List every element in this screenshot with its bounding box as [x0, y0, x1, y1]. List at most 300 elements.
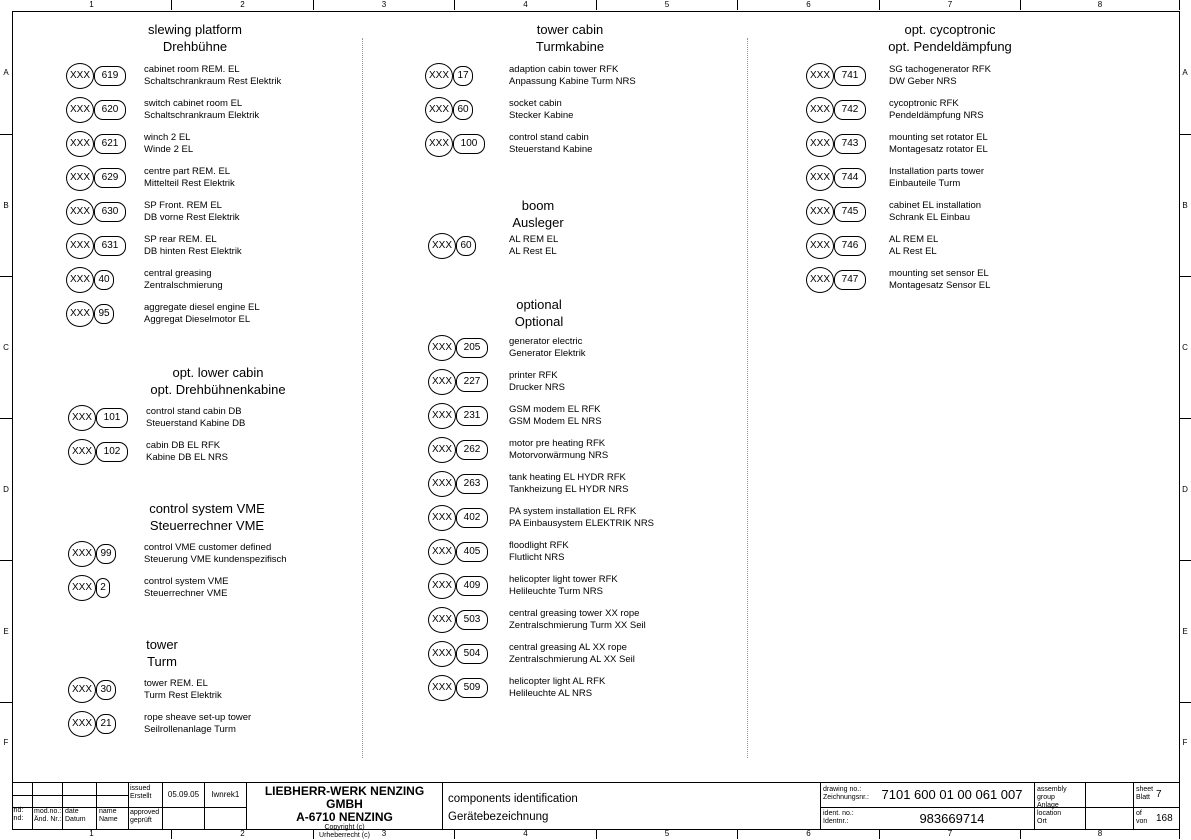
- component-label-en: tank heating EL HYDR RFK: [509, 472, 626, 483]
- component-label-de: Montagesatz rotator EL: [889, 144, 988, 155]
- assembly-label: Anlage: [1037, 802, 1059, 809]
- component-number: 60: [456, 236, 476, 256]
- component-label-de: Motorvorwärmung NRS: [509, 450, 609, 461]
- component-label: [509, 438, 608, 462]
- component-number: 620: [94, 100, 126, 120]
- component-entry: [68, 575, 388, 601]
- component-label-de: Tankheizung EL HYDR NRS: [509, 484, 629, 495]
- component-prefix: XXX: [428, 641, 456, 667]
- ruler-col: 6: [738, 829, 880, 839]
- component-number: 21: [96, 714, 116, 734]
- ruler-col: 8: [1021, 0, 1180, 10]
- location-label: Ort: [1037, 818, 1047, 825]
- component-label: [509, 472, 629, 496]
- component-label-en: SP rear REM. EL: [144, 234, 217, 245]
- ruler-row: E: [0, 561, 12, 703]
- component-number: 405: [456, 542, 488, 562]
- component-label: [144, 712, 251, 736]
- section-title-en: boom: [521, 198, 555, 213]
- ind-label: ind:: [12, 807, 24, 814]
- component-label-de: Schrank EL Einbau: [889, 212, 970, 223]
- ind-cell: [12, 807, 22, 830]
- column-ruler-top: [12, 0, 1180, 11]
- component-label-de: DB vorne Rest Elektrik: [144, 212, 240, 223]
- component-entry: [68, 541, 388, 567]
- sheet-cell: [1133, 783, 1153, 807]
- ruler-row: A: [0, 11, 12, 135]
- component-label: [144, 200, 240, 224]
- ruler-row: A: [1179, 11, 1191, 135]
- component-number: 102: [96, 442, 128, 462]
- component-number: 747: [834, 270, 866, 290]
- component-label-de: Zentralschmierung Turm XX Seil: [509, 620, 646, 631]
- copyright-label: Urheberrecht (c): [319, 832, 370, 839]
- section-title-de: Optional: [514, 314, 564, 329]
- component-label: [144, 166, 235, 190]
- component-label-de: Stecker Kabine: [509, 110, 574, 121]
- component-label-de: Anpassung Kabine Turm NRS: [509, 76, 636, 87]
- component-label: [509, 642, 635, 666]
- section-title: [419, 296, 659, 330]
- component-label-de: Einbauteile Turm: [889, 178, 961, 189]
- section-title-en: tower cabin: [536, 22, 604, 37]
- component-number: 745: [834, 202, 866, 222]
- component-number: 503: [456, 610, 488, 630]
- component-number: 630: [94, 202, 126, 222]
- component-label-en: centre part REM. EL: [144, 166, 231, 177]
- component-number: 30: [96, 680, 116, 700]
- component-label: [509, 98, 573, 122]
- ruler-col: 5: [597, 0, 738, 10]
- ruler-col: 5: [597, 829, 738, 839]
- component-label-en: cabinet EL installation: [889, 200, 982, 211]
- component-label-de: GSM Modem EL NRS: [509, 416, 602, 427]
- component-label: [889, 234, 938, 258]
- component-label: [509, 506, 654, 530]
- component-label-en: AL REM EL: [509, 234, 559, 245]
- doc-title: components identification: [448, 793, 578, 805]
- component-label-en: cabin DB EL RFK: [146, 440, 221, 451]
- component-prefix: XXX: [806, 233, 834, 259]
- component-entry: [428, 505, 748, 531]
- component-label-en: AL REM EL: [889, 234, 939, 245]
- component-number: 744: [834, 168, 866, 188]
- ruler-row: F: [3, 737, 9, 747]
- component-number: 619: [94, 66, 126, 86]
- component-number: 231: [456, 406, 488, 426]
- component-label-en: rope sheave set-up tower: [144, 712, 252, 723]
- component-label-en: adaption cabin tower RFK: [509, 64, 619, 75]
- ruler-row: B: [0, 135, 12, 277]
- component-label-de: Steuerstand Kabine DB: [146, 418, 246, 429]
- component-entry: [425, 97, 745, 123]
- component-prefix: XXX: [428, 335, 456, 361]
- section-title: [42, 636, 282, 670]
- component-label-de: Zentralschmierung: [144, 280, 223, 291]
- section-title: [418, 197, 658, 231]
- component-label-en: control system VME: [144, 576, 229, 587]
- sheet-label: Blatt: [1136, 794, 1151, 801]
- component-prefix: XXX: [428, 505, 456, 531]
- component-prefix: XXX: [428, 403, 456, 429]
- ruler-col: 2: [172, 0, 314, 10]
- component-label: [144, 268, 223, 292]
- component-label: [146, 406, 245, 430]
- component-label: [509, 132, 592, 156]
- drawing-no-label: Zeichnungsnr.:: [823, 794, 869, 801]
- component-label: [509, 404, 602, 428]
- ruler-col: 2: [172, 829, 314, 839]
- component-label-de: Flutlicht NRS: [509, 552, 565, 563]
- section-title-de: Turm: [147, 654, 177, 669]
- component-number: 262: [456, 440, 488, 460]
- component-entry: [806, 199, 1126, 225]
- component-label-en: printer RFK: [509, 370, 558, 381]
- drawing-no-label: drawing no.:: [823, 786, 862, 793]
- component-label-de: Helileuchte AL NRS: [509, 688, 593, 699]
- component-entry: [66, 199, 386, 225]
- ident-no-label: ident. no.:: [823, 810, 854, 817]
- component-label-de: Steuerung VME kundenspezifisch: [144, 554, 287, 565]
- component-entry: [66, 165, 386, 191]
- section-title-en: slewing platform: [148, 22, 242, 37]
- component-number: 741: [834, 66, 866, 86]
- issued-date-cell: [162, 783, 204, 830]
- issued-name: lwnrek1: [211, 790, 240, 799]
- component-label-en: winch 2 EL: [144, 132, 191, 143]
- component-label-de: Generator Elektrik: [509, 348, 586, 359]
- component-prefix: XXX: [425, 97, 453, 123]
- component-entry: [66, 63, 386, 89]
- component-number: 95: [94, 304, 114, 324]
- component-entry: [428, 369, 748, 395]
- component-prefix: XXX: [68, 405, 96, 431]
- component-number: 100: [453, 134, 485, 154]
- component-entry: [68, 677, 388, 703]
- ruler-row: D: [0, 419, 12, 561]
- component-entry: [428, 539, 748, 565]
- component-label-en: Installation parts tower: [889, 166, 985, 177]
- component-prefix: XXX: [66, 233, 94, 259]
- component-label-en: aggregate diesel engine EL: [144, 302, 260, 313]
- ruler-row: B: [1179, 135, 1191, 277]
- assembly-label: assembly group: [1037, 786, 1067, 801]
- component-label: [509, 608, 646, 632]
- component-number: 631: [94, 236, 126, 256]
- section-title: [830, 21, 1070, 55]
- component-label: [144, 132, 193, 156]
- component-number: 101: [96, 408, 128, 428]
- component-number: 17: [453, 66, 473, 86]
- component-prefix: XXX: [806, 199, 834, 225]
- section-title-de: opt. Pendeldämpfung: [888, 39, 1012, 54]
- ruler-col: 4: [455, 0, 597, 10]
- approved-label: geprüft: [130, 817, 152, 824]
- component-label-en: GSM modem EL RFK: [509, 404, 601, 415]
- issued-label: Erstellt: [130, 793, 152, 800]
- component-label: [144, 302, 260, 326]
- component-entry: [68, 439, 388, 465]
- component-label-de: PA Einbausystem ELEKTRIK NRS: [509, 518, 655, 529]
- component-label: [144, 576, 228, 600]
- modno-cell: [32, 783, 62, 830]
- approved-label: approved: [130, 809, 160, 816]
- component-entry: [806, 97, 1126, 123]
- column-ruler-bottom: [12, 829, 1180, 840]
- component-label-de: Helileuchte Turm NRS: [509, 586, 603, 597]
- component-entry: [68, 711, 388, 737]
- component-prefix: XXX: [428, 233, 456, 259]
- date-label: date: [65, 808, 79, 815]
- copyright-label: Copyright (c): [324, 824, 365, 831]
- component-entry: [806, 267, 1126, 293]
- component-number: 60: [453, 100, 473, 120]
- component-entry: [806, 131, 1126, 157]
- component-label: [889, 166, 984, 190]
- component-number: 743: [834, 134, 866, 154]
- ruler-col: 1: [12, 829, 172, 839]
- drawing-no: 7101 600 01 00 061 007: [881, 787, 1023, 802]
- section-title: [98, 364, 338, 398]
- component-label: [144, 234, 242, 258]
- drawing-no-label-cell: [820, 783, 870, 807]
- component-label: [144, 64, 281, 88]
- component-label-de: DB hinten Rest Elektrik: [144, 246, 242, 257]
- component-label: [889, 132, 988, 156]
- component-entry: [425, 131, 745, 157]
- component-prefix: XXX: [806, 165, 834, 191]
- component-entry: [428, 471, 748, 497]
- component-entry: [66, 233, 386, 259]
- date-cell: [62, 783, 96, 830]
- component-prefix: XXX: [428, 437, 456, 463]
- modno-label: mod.no.:: [34, 808, 62, 815]
- component-label-de: Zentralschmierung AL XX Seil: [509, 654, 635, 665]
- component-label-de: Steuerstand Kabine: [509, 144, 593, 155]
- component-prefix: XXX: [66, 97, 94, 123]
- component-entry: [66, 97, 386, 123]
- component-number: 742: [834, 100, 866, 120]
- component-label-en: socket cabin: [509, 98, 562, 109]
- component-prefix: XXX: [68, 575, 96, 601]
- section-title-de: Turmkabine: [535, 39, 605, 54]
- ruler-col: 3: [314, 0, 455, 10]
- issued-label: issued: [130, 785, 151, 792]
- component-label-en: tower REM. EL: [144, 678, 208, 689]
- ruler-col: 7: [880, 829, 1021, 839]
- section-title-de: opt. Drehbühnenkabine: [150, 382, 286, 397]
- component-entry: [425, 63, 745, 89]
- component-label-en: cycoptronic RFK: [889, 98, 959, 109]
- component-number: 205: [456, 338, 488, 358]
- component-entry: [428, 437, 748, 463]
- component-label-en: helicopter light tower RFK: [509, 574, 618, 585]
- component-entry: [428, 403, 748, 429]
- component-entry: [428, 607, 748, 633]
- component-prefix: XXX: [806, 267, 834, 293]
- company-name: LIEBHERR-WERK NENZING GMBH: [264, 784, 425, 811]
- of-label: von: [1136, 818, 1148, 825]
- component-label: [509, 336, 586, 360]
- component-prefix: XXX: [68, 711, 96, 737]
- component-label: [889, 64, 991, 88]
- component-entry: [806, 165, 1126, 191]
- section-title-en: optional: [516, 297, 562, 312]
- ruler-row: C: [0, 277, 12, 419]
- component-prefix: XXX: [428, 471, 456, 497]
- doc-title-de: Gerätebezeichnung: [448, 811, 549, 823]
- component-number: 99: [96, 544, 116, 564]
- component-number: 509: [456, 678, 488, 698]
- component-prefix: XXX: [428, 675, 456, 701]
- company-address: A-6710 NENZING: [296, 810, 393, 824]
- section-title: [75, 21, 315, 55]
- section-title-en: opt. lower cabin: [172, 365, 264, 380]
- component-number: 402: [456, 508, 488, 528]
- section-title: [450, 21, 690, 55]
- component-label: [509, 676, 605, 700]
- location-label: location: [1037, 810, 1062, 817]
- component-label: [509, 574, 618, 598]
- component-entry: [806, 233, 1126, 259]
- component-prefix: XXX: [428, 573, 456, 599]
- component-entry: [66, 267, 386, 293]
- component-number: 2: [96, 578, 110, 598]
- component-number: 263: [456, 474, 488, 494]
- component-label: [144, 98, 259, 122]
- component-label: [889, 268, 990, 292]
- component-label: [144, 678, 222, 702]
- component-label-de: Montagesatz Sensor EL: [889, 280, 991, 291]
- component-number: 227: [456, 372, 488, 392]
- component-label-de: Seilrollenanlage Turm: [144, 724, 236, 735]
- component-entry: [428, 641, 748, 667]
- component-number: 409: [456, 576, 488, 596]
- component-label-de: Mittelteil Rest Elektrik: [144, 178, 235, 189]
- component-label-de: Turm Rest Elektrik: [144, 690, 222, 701]
- component-prefix: XXX: [66, 165, 94, 191]
- component-label-de: Drucker NRS: [509, 382, 565, 393]
- component-label: [144, 542, 287, 566]
- component-prefix: XXX: [806, 63, 834, 89]
- component-prefix: XXX: [428, 607, 456, 633]
- component-label: [509, 234, 558, 258]
- row-ruler-right: [1179, 11, 1191, 781]
- component-number: 746: [834, 236, 866, 256]
- total-sheets: 168: [1156, 813, 1173, 824]
- ruler-row: E: [1179, 561, 1191, 703]
- company-cell: [246, 783, 442, 839]
- component-prefix: XXX: [806, 97, 834, 123]
- row-ruler-left: [0, 11, 12, 781]
- component-entry: [806, 63, 1126, 89]
- name-label: name: [99, 808, 117, 815]
- component-label-en: helicopter light AL RFK: [509, 676, 606, 687]
- component-label-de: AL Rest EL: [509, 246, 557, 257]
- component-label-en: central greasing: [144, 268, 212, 279]
- ruler-col: 4: [455, 829, 597, 839]
- component-prefix: XXX: [806, 131, 834, 157]
- component-entry: [66, 301, 386, 327]
- component-label-en: mounting set sensor EL: [889, 268, 989, 279]
- component-label-de: Schaltschrankraum Rest Elektrik: [144, 76, 282, 87]
- component-label-en: control stand cabin: [509, 132, 589, 143]
- component-label-de: Schaltschrankraum Elektrik: [144, 110, 260, 121]
- ident-no: 983669714: [919, 811, 985, 826]
- component-entry: [428, 233, 748, 259]
- ind-label: ind:: [12, 815, 24, 822]
- section-title-de: Steuerrechner VME: [149, 518, 265, 533]
- component-prefix: XXX: [428, 539, 456, 565]
- component-label-en: control stand cabin DB: [146, 406, 242, 417]
- component-entry: [428, 675, 748, 701]
- component-label-en: SP Front. REM EL: [144, 200, 222, 211]
- assembly-value-cell: [1085, 783, 1133, 830]
- component-label: [889, 200, 981, 224]
- ident-no-label: Identnr.:: [823, 818, 849, 825]
- name-cell: [96, 783, 128, 830]
- section-title-en: opt. cycoptronic: [904, 22, 996, 37]
- assembly-cell: [1034, 783, 1085, 807]
- doc-title-cell: [442, 783, 820, 830]
- component-label: [509, 64, 636, 88]
- section-title-de: Drehbühne: [162, 39, 228, 54]
- of-label: of: [1136, 810, 1142, 817]
- component-prefix: XXX: [66, 267, 94, 293]
- component-label-en: switch cabinet room EL: [144, 98, 243, 109]
- component-entry: [428, 335, 748, 361]
- ruler-col: 8: [1021, 829, 1180, 839]
- component-number: 504: [456, 644, 488, 664]
- modno-label: Änd. Nr.:: [34, 816, 62, 823]
- component-prefix: XXX: [66, 301, 94, 327]
- issued-cell: [128, 783, 162, 830]
- component-label-en: control VME customer defined: [144, 542, 272, 553]
- component-label-en: central greasing tower XX rope: [509, 608, 640, 619]
- ruler-row: D: [1179, 419, 1191, 561]
- ruler-col: 7: [880, 0, 1021, 10]
- component-prefix: XXX: [425, 63, 453, 89]
- component-label-en: cabinet room REM. EL: [144, 64, 240, 75]
- component-label: [509, 540, 569, 564]
- component-label-de: Steuerrechner VME: [144, 588, 228, 599]
- component-label-en: floodlight RFK: [509, 540, 569, 551]
- component-prefix: XXX: [428, 369, 456, 395]
- ruler-col: 3: [314, 829, 455, 839]
- component-prefix: XXX: [66, 63, 94, 89]
- component-label-en: SG tachogenerator RFK: [889, 64, 991, 75]
- component-prefix: XXX: [68, 439, 96, 465]
- ident-no-label-cell: [820, 807, 870, 830]
- name-label: Name: [99, 816, 118, 823]
- component-label-en: generator electric: [509, 336, 583, 347]
- component-label: [146, 440, 228, 464]
- date-label: Datum: [65, 816, 86, 823]
- component-prefix: XXX: [66, 199, 94, 225]
- ruler-row: C: [1179, 277, 1191, 419]
- of-cell: [1133, 807, 1153, 830]
- section-title-en: control system VME: [149, 501, 265, 516]
- component-number: 621: [94, 134, 126, 154]
- component-label-de: Kabine DB EL NRS: [146, 452, 229, 463]
- section-title: [87, 500, 327, 534]
- ruler-col: 6: [738, 0, 880, 10]
- issued-name-cell: [204, 783, 246, 830]
- component-prefix: XXX: [425, 131, 453, 157]
- component-prefix: XXX: [68, 677, 96, 703]
- component-entry: [68, 405, 388, 431]
- component-label-en: motor pre heating RFK: [509, 438, 606, 449]
